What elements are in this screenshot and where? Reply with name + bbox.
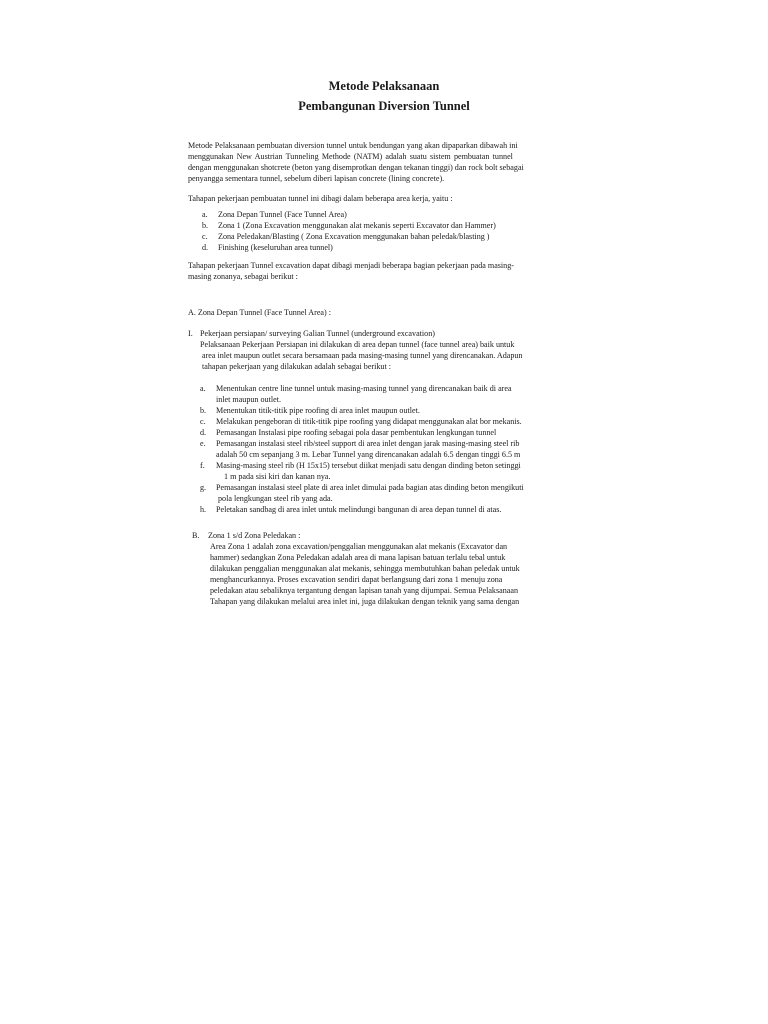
step-line: Pemasangan instalasi steel plate di area inlet dimulai pada bagian atas dinding beton mengikuti [216, 483, 524, 492]
section-b-line: peledakan atau sebaliknya tergantung dengan lapisan tanah yang dijumpai. Semua Pelaksanaan [210, 586, 518, 595]
step-line: Menentukan titik-titik pipe roofing di area inlet maupun outlet. [216, 406, 420, 415]
section-b-line: dilakukan penggalian menggunakan alat mekanis, sehingga membutuhkan bahan peledak untuk [210, 564, 520, 573]
step-line: Pemasangan Instalasi pipe roofing sebagai pola dasar pembentukan lengkungan tunnel [216, 428, 497, 437]
step-marker: a. [200, 384, 206, 393]
step-marker: f. [200, 461, 205, 470]
roman-item-body-line: Pelaksanaan Pekerjaan Persiapan ini dilakukan di area depan tunnel (face tunnel area) baik untuk [200, 340, 515, 349]
roman-item-body-line: tahapan pekerjaan yang dilakukan adalah sebagai berikut : [202, 362, 391, 371]
step-line: 1 m pada sisi kiri dan kanan nya. [224, 472, 331, 481]
step-line: Menentukan centre line tunnel untuk masing-masing tunnel yang direncanakan baik di area [216, 384, 512, 393]
roman-marker: I. [188, 329, 193, 338]
step-line: Pemasangan instalasi steel rib/steel support di area inlet dengan jarak masing-masing steel rib [216, 439, 520, 448]
intro-line: dengan menggunakan shotcrete (beton yang disemprotkan dengan tekanan tinggi) dan rock bolt sebagai [188, 163, 524, 172]
section-a-steps [188, 383, 580, 515]
document-title: Metode Pelaksanaan [328, 79, 440, 93]
list-item-text: Zona 1 (Zona Excavation menggunakan alat mekanis seperti Excavator dan Hammer) [218, 221, 496, 230]
list-item-text: Zona Depan Tunnel (Face Tunnel Area) [218, 210, 347, 219]
list-item [188, 242, 580, 253]
roman-item-title: Pekerjaan persiapan/ surveying Galian Tunnel (underground excavation) [200, 329, 435, 338]
document-subtitle: Pembangunan Diversion Tunnel [298, 99, 470, 113]
step-marker: b. [200, 406, 207, 415]
step-item [188, 482, 580, 504]
list-item-text: Finishing (keseluruhan area tunnel) [218, 243, 333, 252]
list-marker: c. [202, 232, 208, 241]
excavation-intro-line: Tahapan pekerjaan Tunnel excavation dapat dibagi menjadi beberapa bagian pekerjaan pada masing- [188, 261, 514, 270]
excavation-intro [188, 260, 580, 282]
step-item [188, 416, 580, 427]
areas-intro: Tahapan pekerjaan pembuatan tunnel ini dibagi dalam beberapa area kerja, yaitu : [188, 194, 453, 203]
step-item [188, 504, 580, 515]
section-b [188, 530, 580, 607]
roman-item-body-line: area inlet maupun outlet secara bersamaan pada masing-masing tunnel yang direncanakan. Adapun [202, 351, 523, 360]
step-line: Melakukan pengeboran di titik-titik pipe roofing yang didapat menggunakan alat bor mekanis. [216, 417, 522, 426]
list-marker: d. [202, 243, 209, 252]
section-b-line: Tahapan yang dilakukan melalui area inlet ini, juga dilakukan dengan teknik yang sama dengan [210, 597, 520, 606]
section-b-line: menghancurkannya. Proses excavation sendiri dapat berlangsung dari zona 1 menuju zona [210, 575, 503, 584]
step-item [188, 405, 580, 416]
list-item [188, 220, 580, 231]
step-item [188, 460, 580, 482]
step-item [188, 383, 580, 405]
step-line: inlet maupun outlet. [216, 395, 281, 404]
intro-paragraph [188, 140, 580, 184]
section-b-line: hammer) sedangkan Zona Peledakan adalah area di mana lapisan batuan terlalu tebal untuk [210, 553, 506, 562]
step-item [188, 427, 580, 438]
step-marker: e. [200, 439, 206, 448]
intro-line: menggunakan New Austrian Tunneling Methode (NATM) adalah suatu sistem pembuatan tunnel [188, 152, 513, 161]
step-line: Masing-masing steel rib (H 15x15) tersebut diikat menjadi satu dengan dinding beton setinggi [216, 461, 521, 470]
section-b-heading: Zona 1 s/d Zona Peledakan : [208, 531, 301, 540]
section-a-heading: A. Zona Depan Tunnel (Face Tunnel Area) : [188, 308, 331, 317]
list-marker: a. [202, 210, 208, 219]
roman-item [188, 328, 580, 372]
list-item [188, 231, 580, 242]
list-item [188, 209, 580, 220]
step-marker: g. [200, 483, 207, 492]
list-item-text: Zona Peledakan/Blasting ( Zona Excavation menggunakan bahan peledak/blasting ) [218, 232, 490, 241]
excavation-intro-line: masing zonanya, sebagai berikut : [188, 272, 298, 281]
list-marker: b. [202, 221, 209, 230]
areas-list [188, 209, 580, 253]
section-a-item [188, 328, 580, 372]
step-marker: d. [200, 428, 207, 437]
step-item [188, 438, 580, 460]
step-line: pola lengkungan steel rib yang ada. [218, 494, 333, 503]
step-line: Peletakan sandbag di area inlet untuk melindungi bangunan di area depan tunnel di atas. [216, 505, 502, 514]
step-marker: c. [200, 417, 206, 426]
intro-line: penyangga sementara tunnel, sebelum diberi lapisan concrete (lining concrete). [188, 174, 445, 183]
section-b-block [188, 530, 580, 607]
intro-line: Metode Pelaksanaan pembuatan diversion tunnel untuk bendungan yang akan dipaparkan dibawah ini [188, 141, 518, 150]
section-b-line: Area Zona 1 adalah zona excavation/penggalian menggunakan alat mekanis (Excavator dan [210, 542, 508, 551]
step-line: adalah 50 cm sepanjang 3 m. Lebar Tunnel yang direncanakan adalah 6.5 dengan tinggi 6.5 m [216, 450, 521, 459]
step-marker: h. [200, 505, 207, 514]
section-b-marker: B. [192, 531, 200, 540]
